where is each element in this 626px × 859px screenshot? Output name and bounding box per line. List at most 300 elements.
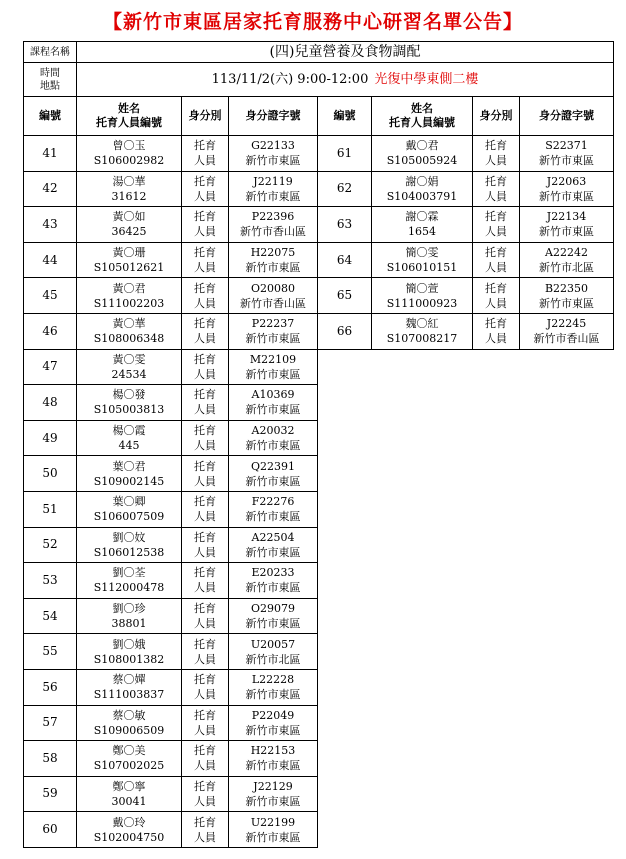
entry-role-line2: 人員 [194,296,216,310]
entry-id-line1: O20080 [250,281,295,295]
header-name-line2: 托育人員編號 [96,116,162,129]
entry-role-line1: 托育 [194,424,216,438]
entry-name-line2: S104003791 [386,189,458,203]
entry-id-line2: 新竹市東區 [245,439,301,453]
entry-role-line2: 人員 [485,189,507,203]
entry-role [182,349,229,385]
entry-id-line1: H22075 [250,246,296,260]
empty-cell [520,491,614,527]
empty-cell [372,385,473,421]
entry-role-line1: 托育 [194,744,216,758]
empty-cell [473,563,520,599]
empty-cell [318,456,372,492]
entry-number: 48 [24,385,77,421]
entry-role [182,136,229,172]
entry-id-line1: J22245 [546,317,587,331]
course-name: (四)兒童營養及食物調配 [77,42,614,63]
table-row [24,705,614,741]
header-name-right [372,97,473,136]
header-name [77,97,182,136]
entry-role-line2: 人員 [194,189,216,203]
entry-role-line2: 人員 [485,154,507,168]
entry-role-line2: 人員 [194,617,216,631]
entry-id-line1: L22228 [251,673,295,687]
entry-name [77,563,182,599]
entry-name-line1: 鄭〇寧 [112,779,146,793]
entry-id [229,812,318,848]
entry-role-line1: 托育 [194,317,216,331]
entry-name-line1: 蔡〇敏 [112,708,146,722]
entry-name-line2: S108001382 [93,652,165,666]
entry-name [372,207,473,243]
entry-id [229,705,318,741]
entry-id-line1: J22134 [546,210,587,224]
empty-cell [318,669,372,705]
entry-number: 44 [24,242,77,278]
entry-id-line2: 新竹市香山區 [240,225,306,239]
empty-cell [520,349,614,385]
table-row [24,669,614,705]
entry-name-line1: 黃〇雯 [112,352,146,366]
entry-id-line2: 新竹市香山區 [533,332,600,346]
entry-role [182,563,229,599]
entry-role [182,634,229,670]
entry-name [77,598,182,634]
entry-role [182,527,229,563]
entry-id-line1: U22199 [250,815,296,829]
table-row [24,456,614,492]
entry-id-line1: U20057 [250,637,296,651]
entry-name [77,669,182,705]
entry-id [229,634,318,670]
entry-number: 53 [24,563,77,599]
entry-name-line2: 31612 [111,189,147,203]
empty-cell [473,812,520,848]
entry-role-line1: 托育 [194,174,216,188]
entry-role-line2: 人員 [194,403,216,417]
entry-name [77,776,182,812]
empty-cell [473,776,520,812]
entry-role [182,420,229,456]
entry-name [372,136,473,172]
entry-number: 63 [318,207,372,243]
entry-role-line2: 人員 [194,154,216,168]
empty-cell [473,349,520,385]
empty-cell [372,776,473,812]
table-row [24,385,614,421]
datetime-label [24,63,77,97]
entry-role-line1: 托育 [194,495,216,509]
empty-cell [372,741,473,777]
table-row [24,207,614,243]
session-date: 113/11/2(六) 9:00-12:00 [211,72,369,87]
empty-cell [473,420,520,456]
entry-role-line2: 人員 [194,367,216,381]
entry-name [77,741,182,777]
empty-cell [520,420,614,456]
entry-name-line2: S111003837 [93,688,165,702]
entry-name [77,420,182,456]
entry-role-line1: 托育 [194,281,216,295]
page-title: 【新竹市東區居家托育服務中心研習名單公告】 [102,11,523,33]
entry-id-line2: 新竹市東區 [245,474,301,488]
entry-role [182,812,229,848]
empty-cell [520,598,614,634]
entry-id-line1: Q22391 [250,459,295,473]
entry-role-line1: 托育 [194,210,216,224]
empty-cell [520,812,614,848]
entry-role-line2: 人員 [194,510,216,524]
entry-id-line1: J22129 [253,779,293,793]
entry-role [473,207,520,243]
entry-role-line2: 人員 [194,759,216,773]
entry-id [229,207,318,243]
table-row [24,776,614,812]
entry-role-line1: 托育 [194,637,216,651]
entry-id-line1: J22063 [546,174,587,188]
entry-id [229,527,318,563]
empty-cell [318,527,372,563]
entry-role-line2: 人員 [194,688,216,702]
entry-id-line2: 新竹市東區 [245,261,301,275]
entry-id-line1: A22504 [251,530,295,544]
entry-id-line2: 新竹市東區 [245,581,301,595]
entry-id-line1: A10369 [251,388,295,402]
empty-cell [372,634,473,670]
entry-name-line1: 魏〇紅 [405,317,439,331]
entry-role [182,669,229,705]
entry-role-line1: 托育 [485,281,507,295]
entry-role-line2: 人員 [485,225,507,239]
empty-cell [318,812,372,848]
entry-name-line2: S109002145 [93,474,165,488]
empty-cell [520,669,614,705]
entry-id-line2: 新竹市東區 [245,545,301,559]
location-label: 地點 [40,80,60,92]
table-row [24,812,614,848]
entry-role-line1: 托育 [194,815,216,829]
entry-id [229,385,318,421]
entry-role [473,242,520,278]
entry-id [229,563,318,599]
entry-id [520,313,614,349]
entry-id-line1: S22371 [545,139,588,153]
entry-name-line1: 楊〇發 [112,388,146,402]
entry-role-line1: 托育 [194,602,216,616]
empty-cell [372,491,473,527]
entry-id [229,242,318,278]
entry-id-line1: O29079 [250,602,295,616]
table-row [24,598,614,634]
entry-name-line2: S106007509 [93,510,165,524]
entry-name-line2: S105003813 [93,403,165,417]
entry-id-line1: P22049 [251,708,295,722]
entry-name-line2: S107002025 [93,759,165,773]
entry-name-line1: 黃〇華 [112,317,146,331]
header-id: 身分證字號 [229,97,318,136]
entry-id [229,420,318,456]
entry-id-line2: 新竹市東區 [245,510,301,524]
entry-role [182,385,229,421]
empty-cell [318,385,372,421]
entry-name-line1: 戴〇君 [405,139,439,153]
time-label: 時間 [40,67,60,79]
table-row [24,278,614,314]
entry-role [182,207,229,243]
entry-name-line2: 445 [118,439,140,453]
entry-id-line2: 新竹市東區 [539,296,594,310]
entry-role-line2: 人員 [485,332,507,346]
empty-cell [473,705,520,741]
entry-name-line2: S105005924 [386,154,458,168]
entry-name [77,812,182,848]
entry-name-line2: S106012538 [93,545,165,559]
entry-role-line2: 人員 [194,439,216,453]
header-num-right: 編號 [318,97,372,136]
entry-number: 66 [318,313,372,349]
empty-cell [372,456,473,492]
entry-number: 65 [318,278,372,314]
entry-role-line1: 托育 [485,317,507,331]
entry-name [77,171,182,207]
entry-name-line2: S109006509 [93,723,165,737]
entry-role-line2: 人員 [485,261,507,275]
entry-name-line1: 戴〇玲 [112,815,146,829]
entry-id-line2: 新竹市東區 [245,154,301,168]
entry-role-line1: 托育 [194,246,216,260]
entry-name-line1: 劉〇娥 [112,637,146,651]
entry-id [520,136,614,172]
session-location: 光復中學東側二樓 [374,72,479,87]
entry-name-line2: S102004750 [93,830,165,844]
entry-name-line2: 24534 [111,367,147,381]
table-row [24,420,614,456]
entry-id-line2: 新竹市東區 [245,189,301,203]
entry-number: 45 [24,278,77,314]
empty-cell [318,741,372,777]
entry-number: 54 [24,598,77,634]
empty-cell [372,669,473,705]
table-row [24,563,614,599]
entry-role [182,598,229,634]
table-row [24,313,614,349]
empty-cell [473,456,520,492]
entry-role-line2: 人員 [194,830,216,844]
empty-cell [318,563,372,599]
entry-name [372,278,473,314]
empty-cell [318,634,372,670]
header-name-line1-right: 姓名 [411,102,433,115]
entry-id-line1: A22242 [545,246,588,260]
entry-id [229,136,318,172]
entry-id-line2: 新竹市東區 [539,154,594,168]
entry-id [229,313,318,349]
entry-name-line2: S106002982 [93,154,165,168]
table-row [24,491,614,527]
header-name-line1: 姓名 [118,102,140,115]
entry-number: 42 [24,171,77,207]
entry-role [473,136,520,172]
entry-role [473,313,520,349]
empty-cell [318,491,372,527]
entry-role-line1: 托育 [194,459,216,473]
entry-id [520,278,614,314]
empty-cell [318,420,372,456]
entry-id [229,456,318,492]
entry-name-line2: 30041 [111,794,147,808]
empty-cell [473,669,520,705]
entry-id [520,242,614,278]
empty-cell [520,776,614,812]
entry-id-line2: 新竹市北區 [539,261,594,275]
header-role-right: 身分別 [473,97,520,136]
entry-number: 52 [24,527,77,563]
entry-id [229,669,318,705]
entry-id-line1: J22119 [253,174,293,188]
entry-name-line1: 湯〇華 [112,174,146,188]
entry-role-line2: 人員 [194,545,216,559]
entry-number: 62 [318,171,372,207]
entry-number: 55 [24,634,77,670]
entry-role-line1: 托育 [194,388,216,402]
entry-name-line1: 簡〇雯 [405,246,439,260]
empty-cell [473,741,520,777]
entry-role-line2: 人員 [194,652,216,666]
entry-id-line2: 新竹市北區 [245,652,301,666]
entry-name-line2: S105012621 [93,261,165,275]
entry-number: 59 [24,776,77,812]
empty-cell [372,349,473,385]
entry-name-line1: 謝〇霖 [405,210,439,224]
entry-role [473,171,520,207]
header-name-line2-right: 托育人員編號 [389,116,455,129]
empty-cell [372,527,473,563]
table-row [24,171,614,207]
entry-role [473,278,520,314]
entry-id-line1: E20233 [251,566,295,580]
empty-cell [318,598,372,634]
entry-name [77,278,182,314]
empty-cell [372,563,473,599]
entry-role [182,776,229,812]
entry-role-line1: 托育 [485,210,507,224]
entry-id-line2: 新竹市東區 [245,617,301,631]
entry-name-line1: 鄭〇美 [112,744,146,758]
entry-name-line1: 楊〇霞 [112,424,146,438]
entry-role [182,491,229,527]
entry-name-line2: S107008217 [386,332,458,346]
empty-cell [318,349,372,385]
table-row [24,741,614,777]
entry-role-line2: 人員 [194,723,216,737]
entry-number: 41 [24,136,77,172]
entry-id-line1: A20032 [251,424,295,438]
empty-cell [520,705,614,741]
table-row [24,136,614,172]
entry-name-line1: 葉〇卿 [112,495,146,509]
datetime-value [77,63,614,97]
entry-name-line1: 黃〇如 [112,210,146,224]
table-row [24,527,614,563]
entry-id [229,278,318,314]
entry-role-line2: 人員 [485,296,507,310]
entry-name-line1: 黃〇君 [112,281,146,295]
entry-name [77,207,182,243]
entry-id-line2: 新竹市東區 [245,759,301,773]
entry-name-line1: 劉〇珍 [112,602,146,616]
entry-id [229,741,318,777]
entry-role-line1: 托育 [194,708,216,722]
entry-name [77,491,182,527]
entry-name-line1: 劉〇妏 [112,530,146,544]
entry-id-line2: 新竹市東區 [245,723,301,737]
course-label: 課程名稱 [24,42,77,63]
entry-id-line2: 新竹市東區 [245,367,301,381]
entry-id-line2: 新竹市東區 [245,688,301,702]
entry-role-line1: 托育 [194,779,216,793]
empty-cell [473,598,520,634]
empty-cell [520,527,614,563]
entry-name-line1: 曾〇玉 [112,139,146,153]
entry-name [77,385,182,421]
entry-id-line2: 新竹市東區 [245,794,301,808]
empty-cell [520,634,614,670]
entry-id-line1: B22350 [544,281,589,295]
entry-role-line2: 人員 [194,225,216,239]
entry-role [182,456,229,492]
entry-name [77,456,182,492]
entry-number: 49 [24,420,77,456]
entry-id-line2: 新竹市東區 [245,403,301,417]
entry-name-line2: S111002203 [93,296,165,310]
entry-name-line2: 36425 [111,225,147,239]
entry-name-line2: S112000478 [93,581,165,595]
entry-number: 61 [318,136,372,172]
entry-name [372,171,473,207]
entry-id-line2: 新竹市東區 [245,830,301,844]
entry-role-line1: 托育 [194,530,216,544]
empty-cell [520,385,614,421]
entry-id [229,776,318,812]
entry-name-line1: 劉〇荃 [112,566,146,580]
entry-name [372,242,473,278]
entry-id [229,171,318,207]
table-row [24,349,614,385]
entry-id-line2: 新竹市東區 [539,225,594,239]
entry-name-line2: S108006348 [93,332,165,346]
entry-role [182,705,229,741]
entry-name-line1: 謝〇娟 [405,174,439,188]
entry-role-line1: 托育 [194,673,216,687]
entry-id [520,171,614,207]
empty-cell [473,385,520,421]
entry-name [77,313,182,349]
header-row [24,97,614,136]
entry-role-line1: 托育 [485,174,507,188]
entry-id-line1: G22133 [251,139,295,153]
empty-cell [318,776,372,812]
header-id-right: 身分證字號 [520,97,614,136]
entry-id-line1: P22237 [251,317,295,331]
entry-role [182,171,229,207]
entry-role-line1: 托育 [194,352,216,366]
entry-name-line1: 簡〇萱 [405,281,439,295]
empty-cell [520,563,614,599]
empty-cell [520,456,614,492]
table-row [24,242,614,278]
entry-name [77,242,182,278]
entry-name-line1: 蔡〇嬋 [112,673,146,687]
